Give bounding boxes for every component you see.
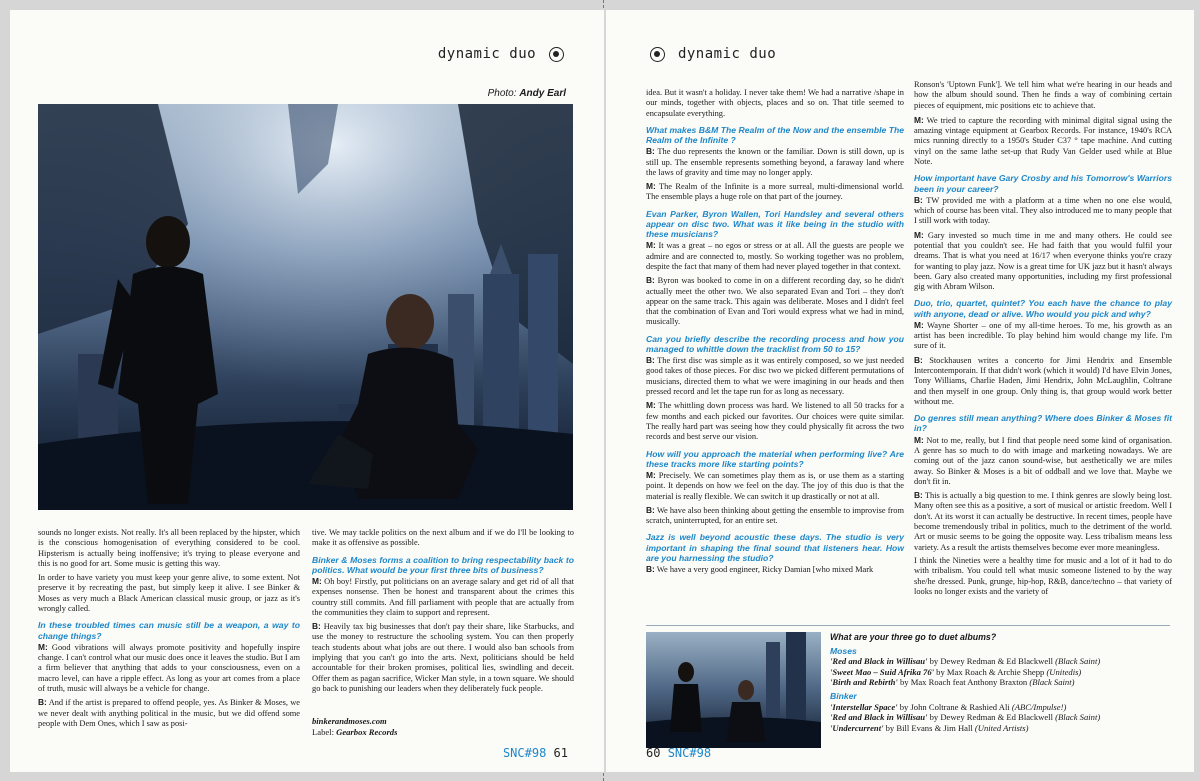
answer-text: We tried to capture the recording with minimal digital signal using the amazing vintage equipment at Gearbox Records. For instance, 1940's RCA mics running directly to a 1950's Studer C37 ° tape machine. And cutting vinyl on the same lathe set-up that Rudy Van Gelder used while at Blue Note. [914,115,1172,167]
interview-answer [914,435,1172,487]
answer-text: Wayne Shorter – one of my all-time heroes. To me, his growth as an artist has been incredible. To play behind him would change my life. I'm sure of it. [914,320,1172,351]
answer-text: Byron was booked to come in on a different recording day, so he didn't actually meet the other two. We also separated Evan and Tori – they don't appear on the same track. This again was deliberate. Moses and I didn't feel that the combination of Evan and Tori would express what we had in mind, musically. [646,276,905,327]
body-paragraph: idea. But it wasn't a holiday. I never take them! We had a narrative /shape in our minds, together with objects, places and so on. That title seemed to encapsulate everything. [646,88,904,118]
left-column-2-text [312,528,574,694]
answer-text: Precisely. We can sometimes play them as is, or use them as a starting point. It depends on how we feel on the day. The joy of this duo is that the material is really flexible. We can switch it up drastically or not at all. [646,470,905,501]
page-number-left: 61 [553,746,568,760]
album-item [830,667,1170,678]
album-label: (Black Saint) [1055,656,1101,667]
answer-text: Heavily tax big businesses that don't pay their share, like Starbucks, and use the money to restructure the schooling system. You can then properly teach students about what jobs are out there. I would also ban schools from implying that you can't go into the arts. Next, politicians should be held accountable for their broken promises, political lies, swindling and deceit. Offer them as pagan sacrifice, Wicker Man style, in a town square. We should go back to punishing our leaders when they deliberately fuck people. [312,622,574,693]
duet-albums-box [830,632,1170,733]
album-item [830,702,1170,713]
section-title: dynamic duo [437,46,537,62]
speaker-initial: B: [646,275,655,286]
album-label: (Black Saint) [1055,712,1101,723]
interview-question: Binker & Moses forms a coalition to bring respectability back to politics. What would be your first three bits of business? [312,554,574,575]
interview-answer [914,195,1172,227]
interview-question: In these troubled times can music still be a weapon, a way to change things? [38,620,300,641]
speaker-initial: B: [646,146,655,157]
interview-answer [646,240,904,272]
album-item [830,677,1170,688]
duet-group-name: Binker [830,690,857,701]
speaker-initial: B: [646,504,655,515]
record-label: Label: Gearbox Records [312,726,398,737]
album-artists: by Max Roach & Archie Shepp [934,666,1047,677]
answer-text: It was a great – no egos or stress or at all. All the guests are people we admire and are connected to, mostly. So working together was no problem, despite the fact that many of them had never played together in that context. [646,241,904,271]
album-title: 'Sweet Mao – Suid Afrika 76' [830,666,935,677]
interview-answer [38,642,300,694]
header-right [646,46,776,62]
body-paragraph: I think the Nineties were a healthy time for music and a lot of it had to do with tribalism. You could tell what music someone listened to by the way she/he dressed. Punk, grunge, hip-hop, R&B, dance/techno – that variety of looks no longer exists and the variety of [914,555,1172,596]
album-artists: by Max Roach feat Anthony Braxton [897,677,1030,688]
speaker-initial: M: [914,434,924,445]
speaker-initial: M: [914,229,924,240]
interview-question: Duo, trio, quartet, quintet? You each have the chance to play with anyone, dead or alive. Who would you pick and why? [914,298,1172,319]
magazine-logo-icon [549,47,564,62]
answer-text: We have also been thinking about getting the ensemble to improvise from scratch, uninterrupted, for an entire set. [646,505,904,526]
page-number-right: 60 [646,746,661,760]
answer-text: The duo represents the known or the familiar. Down is still down, up is still up. The ensemble represents something beyond, a faraway land where the laws of gravity and time may no longer apply. [646,147,904,177]
album-title: 'Red and Black in Willisau' [830,712,928,723]
speaker-initial: B: [914,490,923,501]
header-left [438,46,568,62]
interview-answer [646,505,904,527]
speaker-initial: B: [38,697,47,708]
album-artists: by Dewey Redman & Ed Blackwell [927,656,1056,667]
interview-question: How will you approach the material when performing live? Are these tracks more like starting points? [646,448,904,469]
answer-text: The Realm of the Infinite is a more surreal, multi-dimensional world. The ensemble plays a huge role on that part of the journey. [646,182,904,202]
album-artists: by Bill Evans & Jim Hall [883,722,975,733]
body-paragraph: tive. We may tackle politics on the next album and if we do I'll be looking to make it as offensive as possible. [312,528,574,548]
magazine-logo-icon [650,47,665,62]
right-page [606,10,1194,772]
interview-answer [646,564,904,575]
photo-credit: Photo: Andy Earl [487,88,566,99]
album-artists: by Dewey Redman & Ed Blackwell [927,712,1056,723]
speaker-initial: M: [914,114,924,125]
album-title: 'Birth and Rebirth' [830,677,898,688]
answer-text: TW provided me with a platform at a time when no one else would, which of course has been vital. They also introduced me to many people that I still work with today. [914,195,1172,226]
answer-text: This is actually a big question to me. I think genres are slowly being lost. Many often see this as a positive, a sort of musical or artistic freedom. Well I don't. At its worst it can actually be destructive. In recent times, people have become tremendously tribal in politics, much to the detriment of the world. Art or music seems to be going the opposite way. Less tribalism means less variety. As a result the artists themselves become ever more meaningless. [914,491,1172,552]
interview-question: What makes B&M The Realm of the Now and the ensemble The Realm of the Infinite ? [646,124,904,146]
album-label: (ABC/Impulse!) [1011,701,1067,712]
answer-text: Gary invested so much time in me and many others. He could see potential that you couldn't see. He had faith that you would fulfil your dreams. That is what you need at 16/17 when everyone thinks you're crazy for wanting to play jazz. Now is a great time for UK jazz but it hasn't always been. Gary also created many opportunities, including my first professional gig with Abram Wilson. [914,230,1172,292]
speaker-initial: M: [38,641,48,652]
interview-question: Do genres still mean anything? Where does Binker & Moses fit in? [914,413,1172,434]
interview-question: Evan Parker, Byron Wallen, Tori Handsley and several others appear on disc two. What was it like being in the studio with these musicians? [646,208,904,240]
duo-small-photo [646,632,821,748]
speaker-initial: M: [312,576,322,586]
interview-answer [914,230,1172,293]
interview-answer [646,181,904,203]
answer-text: We have a very good engineer, Ricky Damian [who mixed Mark [656,565,874,575]
graveyard-duo-photo [38,104,573,510]
answer-text: The whittling down process was hard. We listened to all 50 tracks for a few months and each picked our favorites. Our choices were quite similar. The really hard part was seeing how they could physically fit across the two records and best serve our vision. [646,401,904,442]
speaker-initial: B: [914,194,923,205]
album-artists: by John Coltrane & Rashied Ali [897,701,1012,712]
interview-question: Can you briefly describe the recording process and how you managed to whittle down the tracklist from 50 to 15? [646,333,904,354]
album-title: 'Undercurrent' [830,722,884,733]
speaker-initial: M: [914,319,924,330]
album-item [830,712,1170,723]
album-title: 'Red and Black in Willisau' [830,656,928,667]
left-column-1 [38,528,300,732]
folio-left: SNC#98 61 [502,746,568,760]
answer-text: Good vibrations will always promote positivity and hopefully inspire change. I can't control what our music does once it leaves the studio. But I am a firm believer that anything that adds to your consciousness, even on a macro level, can have a ripple effect. As long as your art comes from a place of truth, music will always be a vehicle for change. [38,642,301,693]
interview-answer [646,400,904,442]
speaker-initial: M: [646,400,656,411]
interview-answer [914,355,1172,407]
interview-answer [914,490,1172,553]
speaker-initial: B: [646,564,655,575]
duet-heading: What are your three go to duet albums? [830,632,997,642]
right-column-1 [646,88,904,578]
main-photo [38,104,573,510]
interview-answer [312,621,574,694]
body-paragraph: In order to have variety you must keep your genre alive, to some extent. Not preserve it by recreating the past, but simply keep it alive. I see Binker & Moses as very much a Black American classical music group, or jazz as it's wrongly called. [38,573,300,614]
album-label: (Unitedis) [1046,666,1082,677]
speaker-initial: M: [646,469,656,480]
left-page [10,10,604,772]
left-column-2 [312,528,574,737]
answer-text: Oh boy! Firstly, put politicians on an average salary and get rid of all that expenses nonsense. Then be honest and transparent about the crimes this country still commits. And fill parliament with people that are actually from the communities they claim to support and represent. [312,577,574,617]
interview-answer [646,146,904,178]
photographer-name: Andy Earl [519,88,566,99]
speaker-initial: M: [646,240,656,251]
box-divider [646,625,1170,626]
duet-box-photo [646,632,821,748]
duet-group-name: Moses [830,645,857,656]
body-paragraph: sounds no longer exists. Not really. It's all been replaced by the hipster, which is the conscious homogenisation of everything considered to be cool. Hipsterism is actually being inoffensive; it's trying to please everyone and this is no good for art. Some music is getting this way. [38,528,300,568]
speaker-initial: B: [914,354,923,365]
interview-answer [646,275,904,327]
interview-question: Jazz is well beyond acoustic these days. The studio is very important in shaping the final sound that listeners hear. How are you harnessing the studio? [646,532,904,563]
answer-text: The first disc was simple as it was entirely composed, so we just needed good takes of those pieces. For disc two we picked different permutations of musicians, directed them to what we were imagining in our heads and then pressed record and let the tape run for as long as necessary. [646,356,904,397]
speaker-initial: B: [646,355,655,366]
interview-question: How important have Gary Crosby and his Tomorrow's Warriors been in your career? [914,173,1172,194]
album-label: (Black Saint) [1029,677,1075,688]
album-title: 'Interstellar Space' [830,701,898,712]
record-label-name: Gearbox Records [336,726,398,737]
album-item [830,723,1170,734]
answer-text: And if the artist is prepared to offend people, yes. As Binker & Moses, we we never dealt with anything political in the music, but we did offend some people with Dem Ones, which I saw as posi- [38,698,300,728]
album-label: (United Artists) [974,722,1029,733]
interview-answer [646,355,904,397]
answer-text: Stockhausen writes a concerto for Jimi Hendrix and Ensemble Intercontemporain. If that didn't work (which it would) I'd have Elvin Jones, Tony Williams, Charlie Haden, Jimi Hendrix, John McLaughlin, Coltrane and then myself in one group. Only thing is, that group would work better without me. [914,355,1172,406]
album-item [830,656,1170,667]
interview-answer [312,576,574,618]
body-paragraph: Ronson's 'Uptown Funk']. We tell him what we're hearing in our heads and how the album should sound. Then he finds a way of combining certain pieces of equipment, mic positions etc to achieve that. [914,80,1172,110]
speaker-initial: M: [646,181,656,192]
speaker-initial: B: [312,621,321,632]
website-link[interactable]: binkerandmoses.com [312,716,387,727]
interview-answer [38,697,300,729]
folio-right: 60 SNC#98 [646,746,712,760]
answer-text: Not to me, really, but I find that people need some kind of organisation. A genre has so much to do with image and marketing nowadays. We are coming out of the jazz canon sound-wise, but aesthetically we are miles away. So Binker & Moses is a bit of oddball and we love that. Maybe we don't fit in. [914,435,1172,486]
section-title: dynamic duo [677,46,777,62]
right-column-2 [914,80,1172,601]
interview-answer [646,470,904,502]
interview-answer [914,115,1172,167]
interview-answer [914,320,1172,352]
